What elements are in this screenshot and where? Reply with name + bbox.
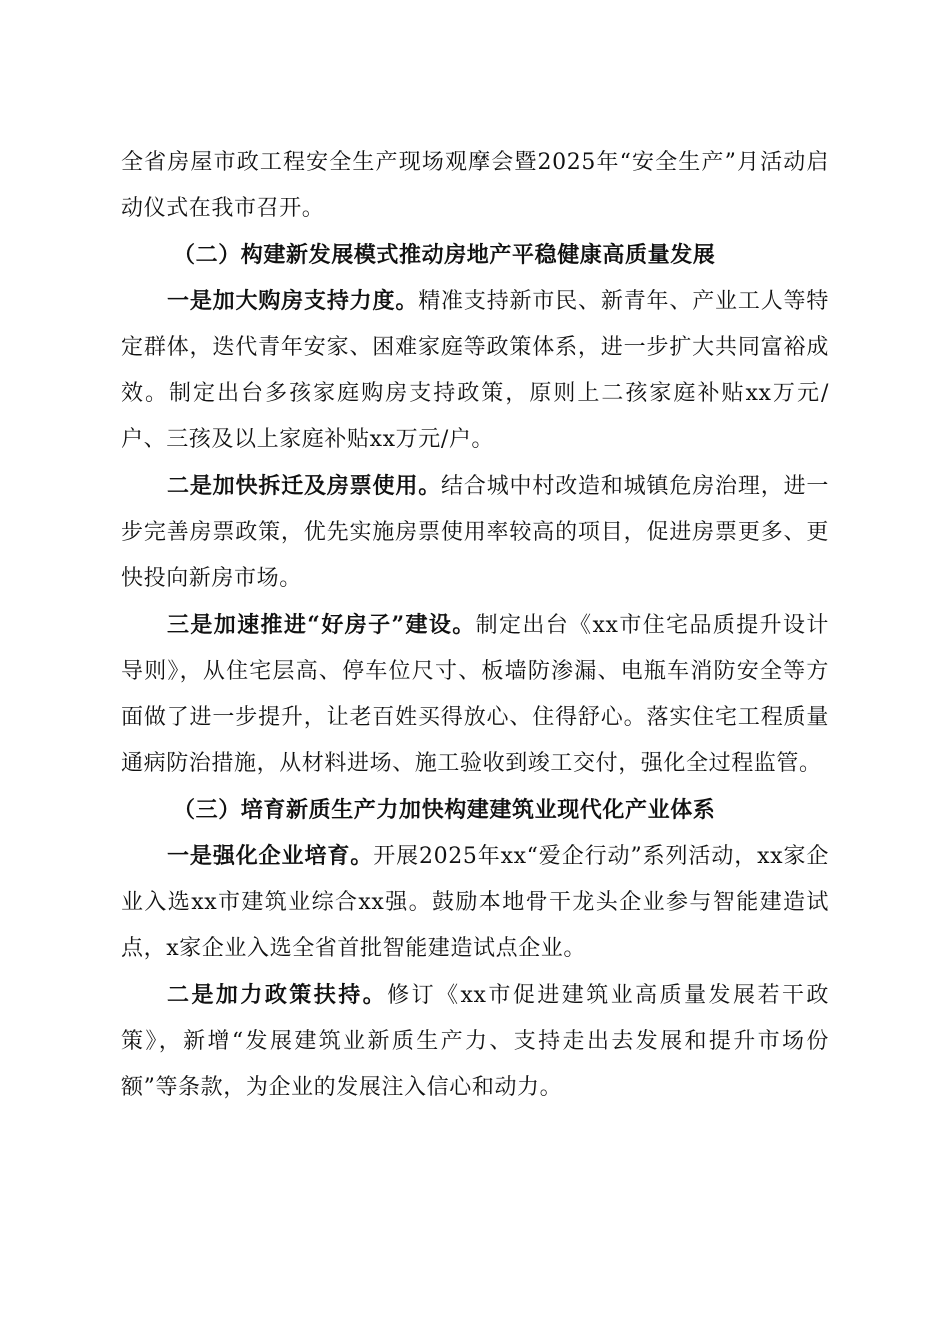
paragraph-continuation <box>121 140 829 232</box>
paragraph-demolition-vouchers <box>121 463 829 602</box>
paragraph-text: 修订《xx市促进建筑业高质量发展若干政策》，新增“发展建筑业新质生产力、支持走出去发展和提升市场份额”等条款，为企业的发展注入信心和动力。 <box>121 983 830 1100</box>
paragraph-policy-support <box>121 972 829 1111</box>
paragraph-text: 全省房屋市政工程安全生产现场观摩会暨2025年“安全生产”月活动启动仪式在我市召开。 <box>121 150 829 221</box>
paragraph-text: 开展2025年xx“爱企行动”系列活动，xx家企业入选xx市建筑业综合xx强。鼓励本地骨干龙头企业参与智能建造试点，x家企业入选全省首批智能建造试点企业。 <box>121 844 829 961</box>
section-heading-2: （二）构建新发展模式推动房地产平稳健康高质量发展 <box>173 242 716 268</box>
paragraph-lead: 二是加快拆迁及房票使用。 <box>167 473 442 499</box>
paragraph-lead: 三是加速推进“好房子”建设。 <box>167 612 476 638</box>
paragraph-housing-support <box>121 278 829 463</box>
paragraph-lead: 二是加力政策扶持。 <box>167 982 388 1008</box>
paragraph-good-housing <box>121 602 829 787</box>
section-heading-3: （三）培育新质生产力加快构建建筑业现代化产业体系 <box>173 797 716 823</box>
paragraph-text: 结合城中村改造和城镇危房治理，进一步完善房票政策，优先实施房票使用率较高的项目，促进房票更多、更快投向新房市场。 <box>121 474 830 591</box>
paragraph-enterprise-cultivation <box>121 833 829 972</box>
paragraph-text: 制定出台《xx市住宅品质提升设计导则》，从住宅层高、停车位尺寸、板墙防渗漏、电瓶车消防安全等方面做了进一步提升，让老百姓买得放心、住得舒心。落实住宅工程质量通病防治措施，从材料进场、施工验收到竣工交付，强化全过程监管。 <box>121 613 829 776</box>
paragraph-lead: 一是强化企业培育。 <box>167 843 374 869</box>
document-body <box>121 140 829 1111</box>
paragraph-text: 精准支持新市民、新青年、产业工人等特定群体，迭代青年安家、困难家庭等政策体系，进一步扩大共同富裕成效。制定出台多孩家庭购房支持政策，原则上二孩家庭补贴xx万元/户、三孩及以上家庭补贴xx万元/户。 <box>121 289 829 452</box>
paragraph-lead: 一是加大购房支持力度。 <box>167 288 419 314</box>
